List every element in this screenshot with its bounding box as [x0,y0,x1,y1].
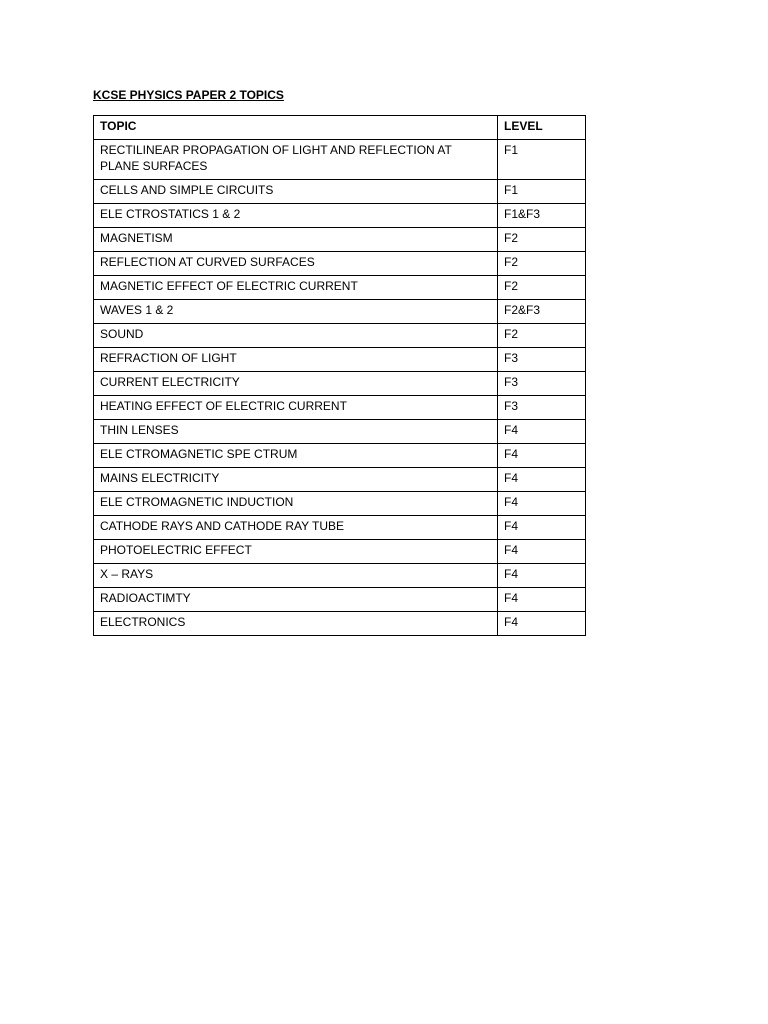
table-row [94,372,586,396]
topic-cell: SOUND [94,324,498,348]
table-row [94,492,586,516]
table-row [94,444,586,468]
topic-cell: MAGNETIC EFFECT OF ELECTRIC CURRENT [94,276,498,300]
level-cell: F4 [498,588,586,612]
level-cell: F4 [498,492,586,516]
table-row [94,420,586,444]
table-row [94,180,586,204]
topic-cell: ELECTRONICS [94,612,498,636]
table-row [94,588,586,612]
topic-cell: REFLECTION AT CURVED SURFACES [94,252,498,276]
level-cell: F2 [498,324,586,348]
table-row [94,468,586,492]
level-cell: F1 [498,180,586,204]
column-header-level: LEVEL [498,116,586,140]
table-row [94,324,586,348]
level-cell: F4 [498,468,586,492]
topic-cell: REFRACTION OF LIGHT [94,348,498,372]
topics-table [93,115,586,636]
document-title: KCSE PHYSICS PAPER 2 TOPICS [93,88,284,102]
level-cell: F1 [498,140,586,180]
level-cell: F4 [498,444,586,468]
topic-cell: RADIOACTIMTY [94,588,498,612]
column-header-topic: TOPIC [94,116,498,140]
level-cell: F4 [498,420,586,444]
table-row [94,540,586,564]
level-cell: F4 [498,564,586,588]
table-row [94,300,586,324]
topic-cell: ELE CTROSTATICS 1 & 2 [94,204,498,228]
level-cell: F4 [498,540,586,564]
topic-cell: THIN LENSES [94,420,498,444]
table-row [94,516,586,540]
topic-cell: PHOTOELECTRIC EFFECT [94,540,498,564]
table-row [94,276,586,300]
topic-cell: RECTILINEAR PROPAGATION OF LIGHT AND REFLECTION AT PLANE SURFACES [94,140,498,180]
level-cell: F2 [498,252,586,276]
topic-cell: MAGNETISM [94,228,498,252]
level-cell: F3 [498,372,586,396]
topic-cell: MAINS ELECTRICITY [94,468,498,492]
table-row [94,204,586,228]
table-row [94,228,586,252]
table-row [94,564,586,588]
table-header-row [94,116,586,140]
level-cell: F3 [498,396,586,420]
topic-cell: X – RAYS [94,564,498,588]
table-row [94,396,586,420]
topic-cell: ELE CTROMAGNETIC SPE CTRUM [94,444,498,468]
table-row [94,140,586,180]
level-cell: F2&F3 [498,300,586,324]
topic-cell: HEATING EFFECT OF ELECTRIC CURRENT [94,396,498,420]
table-row [94,348,586,372]
topic-cell: CURRENT ELECTRICITY [94,372,498,396]
topic-cell: ELE CTROMAGNETIC INDUCTION [94,492,498,516]
topic-cell: CATHODE RAYS AND CATHODE RAY TUBE [94,516,498,540]
topic-cell: WAVES 1 & 2 [94,300,498,324]
level-cell: F3 [498,348,586,372]
level-cell: F2 [498,276,586,300]
table-row [94,612,586,636]
table-row [94,252,586,276]
level-cell: F2 [498,228,586,252]
level-cell: F4 [498,612,586,636]
topic-cell: CELLS AND SIMPLE CIRCUITS [94,180,498,204]
level-cell: F1&F3 [498,204,586,228]
level-cell: F4 [498,516,586,540]
